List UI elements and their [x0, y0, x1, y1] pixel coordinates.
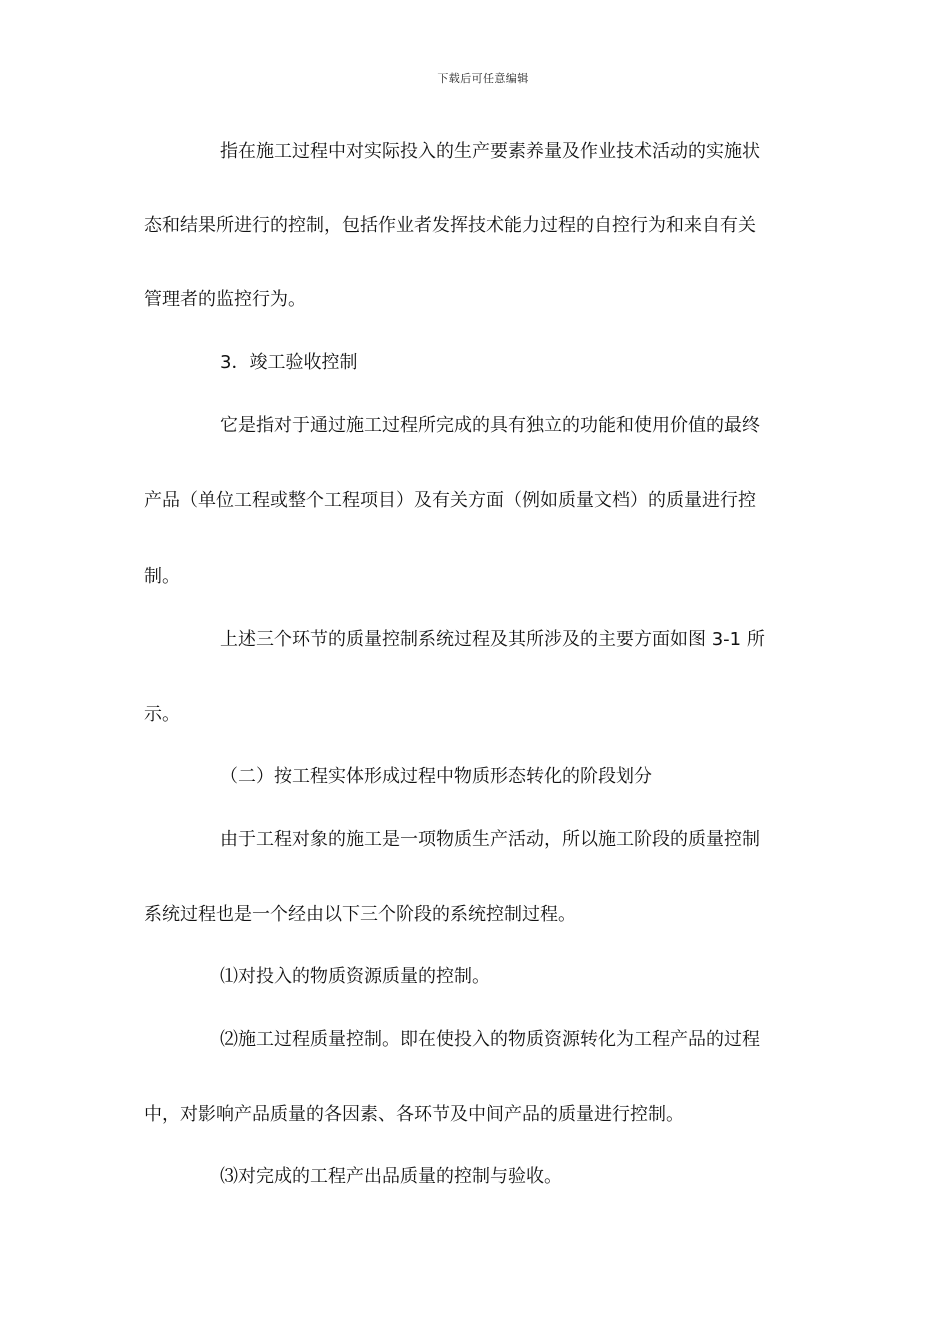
paragraph-line: 管理者的监控行为。: [144, 289, 306, 310]
paragraph-line: 中，对影响产品质量的各因素、各环节及中间产品的质量进行控制。: [144, 1104, 684, 1125]
page-header: 下载后可任意编辑: [437, 72, 529, 85]
list-item: ⑶对完成的工程产出品质量的控制与验收。: [220, 1166, 562, 1187]
list-item: ⑴对投入的物质资源质量的控制。: [220, 966, 490, 987]
section-heading: 3．竣工验收控制: [220, 352, 358, 373]
paragraph-line: 示。: [144, 704, 180, 725]
paragraph-line: 制。: [144, 566, 180, 587]
list-item: ⑵施工过程质量控制。即在使投入的物质资源转化为工程产品的过程: [220, 1029, 760, 1050]
paragraph-line: 上述三个环节的质量控制系统过程及其所涉及的主要方面如图 3-1 所: [220, 629, 765, 650]
paragraph-line: 它是指对于通过施工过程所完成的具有独立的功能和使用价值的最终: [220, 415, 760, 436]
section-heading: （二）按工程实体形成过程中物质形态转化的阶段划分: [220, 766, 652, 787]
paragraph-line: 态和结果所进行的控制，包括作业者发挥技术能力过程的自控行为和来自有关: [144, 215, 756, 236]
paragraph-line: 由于工程对象的施工是一项物质生产活动，所以施工阶段的质量控制: [220, 829, 760, 850]
paragraph-line: 系统过程也是一个经由以下三个阶段的系统控制过程。: [144, 904, 576, 925]
paragraph-line: 指在施工过程中对实际投入的生产要素养量及作业技术活动的实施状: [220, 141, 760, 162]
paragraph-line: 产品（单位工程或整个工程项目）及有关方面（例如质量文档）的质量进行控: [144, 490, 756, 511]
